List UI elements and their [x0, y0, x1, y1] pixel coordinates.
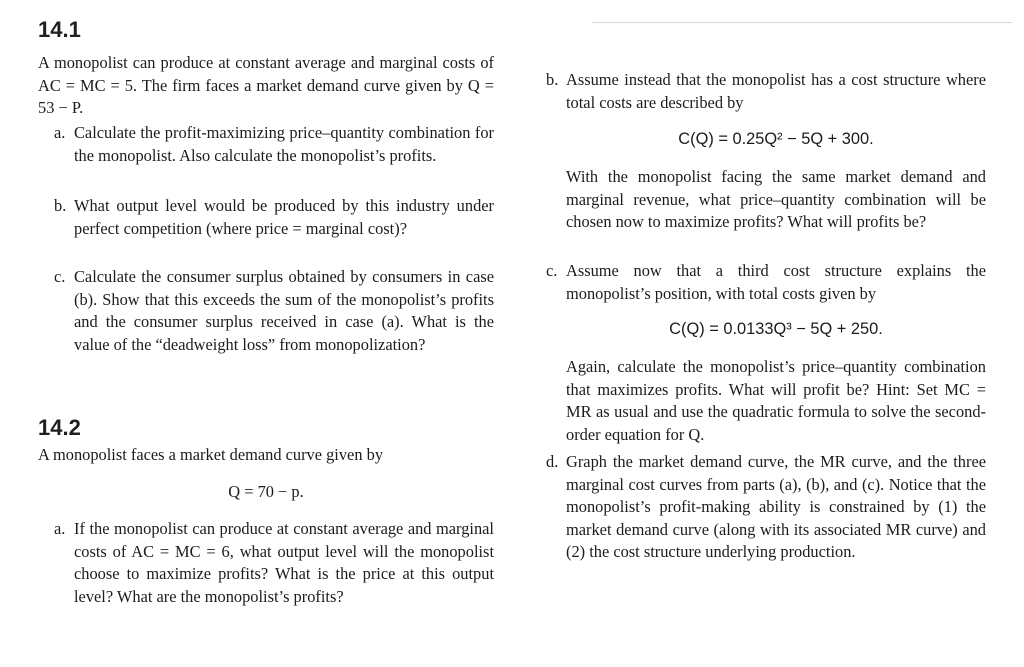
problem-14-2-part-c-continued: Again, calculate the monopolist’s price–quantity combination that maximizes profits. What will profit be? Hint: Set MC = MR as usual and use the quadratic formula to solve the second-order equation for Q.: [566, 357, 986, 444]
problem-14-2-demand-equation: Q = 70 − p.: [228, 482, 304, 501]
part-text: Calculate the profit-maximizing price–quantity combination for the monopolist. Also calculate the monopolist’s profits.: [74, 123, 494, 165]
part-text: Assume instead that the monopolist has a cost structure where total costs are described by: [566, 70, 986, 112]
top-rule: [592, 22, 1012, 23]
part-text: Calculate the consumer surplus obtained by consumers in case (b). Show that this exceeds the sum of the monopolist’s profits and the consumer surplus received in case (a). What is the value of the “deadweight loss” from monopolization?: [74, 267, 494, 354]
problem-14-1-part-b: [54, 195, 494, 240]
problem-14-2-part-d: [546, 451, 986, 564]
part-label: c.: [546, 261, 558, 280]
problem-14-2-part-c: [546, 260, 986, 305]
part-text: If the monopolist can produce at constant average and marginal costs of AC = MC = 6, what output level will the monopolist choose to maximize profits? What is the price at this output level? What are the monopolist’s profits?: [74, 519, 494, 606]
problem-14-1-intro: A monopolist can produce at constant average and marginal costs of AC = MC = 5. The firm faces a market demand curve given by Q = 53 − P.: [38, 53, 494, 117]
part-label: a.: [54, 519, 66, 538]
problem-14-1-part-a: [54, 122, 494, 167]
part-label: b.: [546, 70, 559, 89]
part-label: a.: [54, 123, 66, 142]
problem-14-1-part-c: [54, 266, 494, 356]
part-text: What output level would be produced by this industry under perfect competition (where price = marginal cost)?: [74, 196, 494, 238]
part-text: Graph the market demand curve, the MR curve, and the three marginal cost curves from parts (a), (b), and (c). Notice that the monopolist’s profit-making ability is constrained by (1) the market demand curve (along with its associated MR curve) and (2) the cost structure underlying production.: [566, 452, 986, 561]
problem-14-2-number: 14.2: [38, 415, 81, 440]
problem-14-1-number: 14.1: [38, 17, 81, 42]
problem-14-2-part-b: [546, 69, 986, 114]
cost-equation-b: C(Q) = 0.25Q² − 5Q + 300.: [678, 130, 874, 148]
part-label: d.: [546, 452, 559, 471]
part-label: c.: [54, 267, 66, 286]
problem-14-2-part-a: [54, 518, 494, 606]
problem-14-2-intro: A monopolist faces a market demand curve given by: [38, 445, 384, 464]
part-text: Assume now that a third cost structure explains the monopolist’s position, with total costs given by: [566, 261, 986, 303]
problem-14-2-part-b-continued: With the monopolist facing the same market demand and marginal revenue, what price–quantity combination will be chosen now to maximize profits? What will profits be?: [566, 167, 986, 231]
part-label: b.: [54, 196, 67, 215]
cost-equation-c: C(Q) = 0.0133Q³ − 5Q + 250.: [669, 320, 883, 338]
